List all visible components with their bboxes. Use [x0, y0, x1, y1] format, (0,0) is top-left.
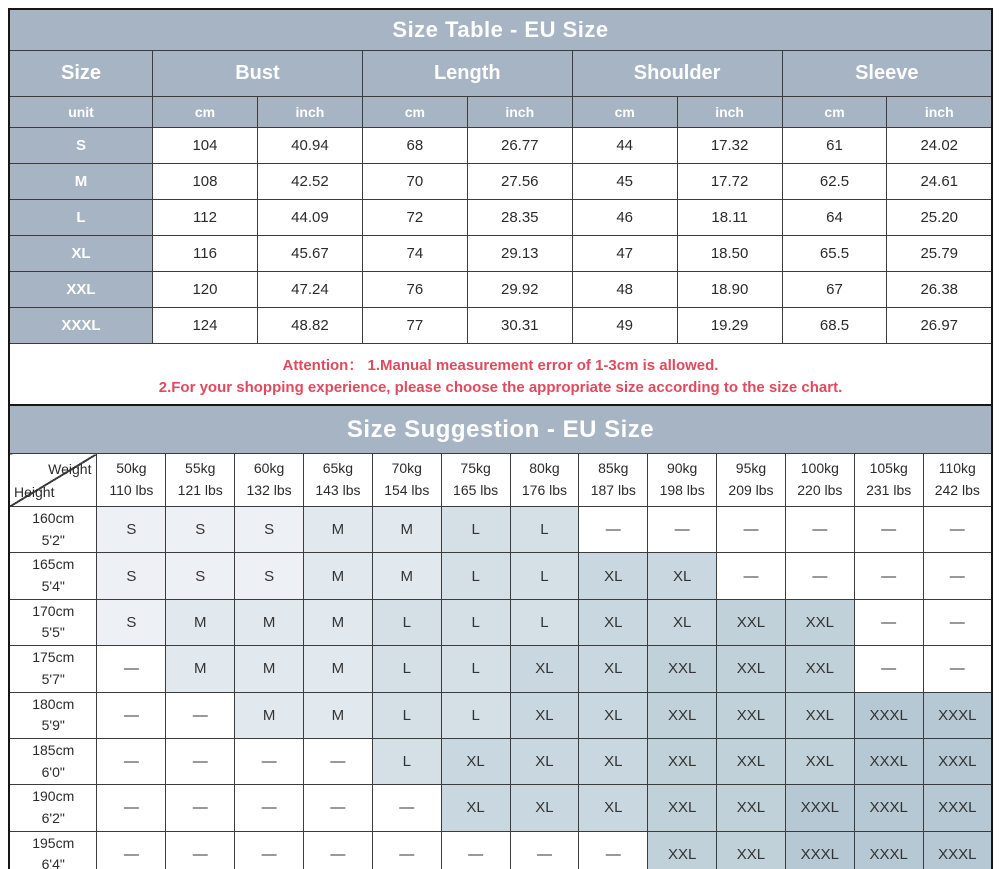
no-size-cell: —: [166, 831, 235, 869]
no-size-cell: —: [717, 553, 786, 599]
weight-lbs: 187 lbs: [590, 482, 636, 498]
size-suggestion-cell: M: [304, 692, 373, 738]
suggestion-row-160cm: [9, 507, 992, 553]
measurement-value: 42.52: [257, 164, 362, 200]
size-suggestion-cell: XL: [579, 599, 648, 645]
weight-column-header: [97, 454, 166, 507]
no-size-cell: —: [510, 831, 579, 869]
measurement-value: 74: [362, 236, 467, 272]
weight-column-header: [166, 454, 235, 507]
attention-line-2: 2.For your shopping experience, please choose the appropriate size according to the size chart.: [158, 379, 843, 396]
measurement-value: 72: [362, 200, 467, 236]
size-suggestion-cell: M: [235, 599, 304, 645]
measurement-value: 40.94: [257, 128, 362, 164]
size-suggestion-cell: XXL: [785, 599, 854, 645]
measurement-value: 28.35: [467, 200, 572, 236]
weight-height-corner: [9, 454, 97, 507]
size-table: [8, 8, 993, 412]
size-suggestion-cell: XXL: [717, 692, 786, 738]
size-suggestion-cell: L: [510, 507, 579, 553]
weight-column-header: [372, 454, 441, 507]
no-size-cell: —: [923, 553, 992, 599]
no-size-cell: —: [304, 785, 373, 831]
weight-lbs: 231 lbs: [866, 482, 912, 498]
measurement-value: 108: [153, 164, 258, 200]
size-suggestion-cell: M: [372, 507, 441, 553]
weight-column-header: [648, 454, 717, 507]
height-ft: 6'4": [41, 856, 65, 869]
measurement-value: 124: [153, 308, 258, 344]
size-suggestion-cell: S: [97, 553, 166, 599]
size-suggestion-cell: L: [441, 646, 510, 692]
measurement-value: 29.13: [467, 236, 572, 272]
weight-kg: 60kg: [253, 460, 285, 477]
weight-lbs: 154 lbs: [384, 482, 430, 498]
no-size-cell: —: [648, 507, 717, 553]
no-size-cell: —: [97, 646, 166, 692]
height-cm: 175cm: [32, 649, 75, 666]
suggestion-row-180cm: [9, 692, 992, 738]
no-size-cell: —: [854, 599, 923, 645]
size-suggestion-cell: XL: [441, 738, 510, 784]
measurement-value: 45.67: [257, 236, 362, 272]
column-header-length: Length: [362, 51, 572, 97]
size-suggestion-cell: S: [235, 553, 304, 599]
weight-kg: 55kg: [185, 460, 216, 477]
no-size-cell: —: [235, 831, 304, 869]
size-suggestion-cell: XL: [579, 738, 648, 784]
suggestion-row-195cm: [9, 831, 992, 869]
measurement-value: 44: [572, 128, 677, 164]
weight-lbs: 242 lbs: [934, 482, 980, 498]
unit-cm: cm: [782, 97, 887, 128]
size-suggestion-cell: XXXL: [923, 831, 992, 869]
no-size-cell: —: [854, 646, 923, 692]
size-suggestion-cell: XXXL: [854, 831, 923, 869]
unit-cm: cm: [572, 97, 677, 128]
size-suggestion-cell: XXL: [717, 831, 786, 869]
size-suggestion-cell: XXL: [648, 692, 717, 738]
measurement-value: 68: [362, 128, 467, 164]
size-suggestion-cell: S: [166, 507, 235, 553]
measurement-value: 25.79: [887, 236, 992, 272]
height-label: [9, 692, 97, 738]
attention-line-1: Attention： 1.Manual measurement error of 1-3cm is allowed.: [282, 356, 719, 374]
unit-inch: inch: [677, 97, 782, 128]
size-suggestion-cell: L: [510, 553, 579, 599]
measurement-value: 104: [153, 128, 258, 164]
size-suggestion-cell: L: [441, 553, 510, 599]
size-suggestion-cell: XXXL: [923, 738, 992, 784]
no-size-cell: —: [854, 507, 923, 553]
measurement-value: 30.31: [467, 308, 572, 344]
size-suggestion-cell: XXL: [717, 785, 786, 831]
height-cm: 170cm: [32, 602, 75, 619]
measurement-value: 65.5: [782, 236, 887, 272]
height-cm: 190cm: [32, 788, 75, 805]
weight-lbs: 143 lbs: [315, 482, 361, 498]
height-label: [9, 646, 97, 692]
size-suggestion-cell: L: [372, 646, 441, 692]
weight-column-header: [854, 454, 923, 507]
size-suggestion-cell: XL: [648, 599, 717, 645]
size-suggestion-cell: L: [510, 599, 579, 645]
size-suggestion-cell: XXL: [648, 738, 717, 784]
size-suggestion-cell: S: [97, 507, 166, 553]
size-suggestion-table: [8, 404, 993, 869]
height-label: [9, 738, 97, 784]
height-cm: 195cm: [32, 834, 75, 851]
size-suggestion-cell: XL: [579, 692, 648, 738]
size-suggestion-cell: XXL: [717, 738, 786, 784]
size-suggestion-cell: XXL: [785, 738, 854, 784]
measurement-value: 70: [362, 164, 467, 200]
size-label: L: [9, 200, 153, 236]
no-size-cell: —: [854, 553, 923, 599]
suggestion-row-190cm: [9, 785, 992, 831]
no-size-cell: —: [166, 785, 235, 831]
measurement-value: 17.72: [677, 164, 782, 200]
size-suggestion-cell: L: [372, 692, 441, 738]
no-size-cell: —: [717, 507, 786, 553]
measurement-value: 61: [782, 128, 887, 164]
no-size-cell: —: [923, 599, 992, 645]
attention-row: [9, 344, 992, 412]
suggestion-row-185cm: [9, 738, 992, 784]
no-size-cell: —: [235, 738, 304, 784]
size-suggestion-cell: S: [166, 553, 235, 599]
size-table-unit-row: [9, 97, 992, 128]
size-suggestion-cell: XL: [510, 692, 579, 738]
size-suggestion-cell: XXL: [717, 646, 786, 692]
weight-column-header: [579, 454, 648, 507]
no-size-cell: —: [304, 831, 373, 869]
size-suggestion-cell: XL: [579, 646, 648, 692]
column-header-sleeve: Sleeve: [782, 51, 992, 97]
size-suggestion-cell: M: [372, 553, 441, 599]
size-suggestion-cell: XL: [579, 785, 648, 831]
weight-kg: 105kg: [869, 460, 908, 477]
measurement-value: 49: [572, 308, 677, 344]
weight-column-header: [304, 454, 373, 507]
size-table-title: Size Table - EU Size: [9, 9, 992, 51]
size-suggestion-cell: L: [372, 738, 441, 784]
no-size-cell: —: [785, 507, 854, 553]
weight-column-header: [717, 454, 786, 507]
no-size-cell: —: [923, 507, 992, 553]
unit-cm: cm: [153, 97, 258, 128]
size-suggestion-cell: XXL: [717, 599, 786, 645]
size-suggestion-cell: XXXL: [785, 831, 854, 869]
height-label: [9, 831, 97, 869]
suggestion-row-170cm: [9, 599, 992, 645]
height-ft: 5'2": [41, 531, 65, 548]
corner-weight-label: Weight: [48, 461, 92, 477]
size-label: XL: [9, 236, 153, 272]
height-label: [9, 785, 97, 831]
height-label: [9, 507, 97, 553]
no-size-cell: —: [372, 785, 441, 831]
no-size-cell: —: [97, 738, 166, 784]
height-ft: 5'4": [41, 578, 65, 595]
height-ft: 6'2": [41, 809, 65, 826]
suggestion-title-row: [9, 405, 992, 454]
size-suggestion-cell: L: [441, 692, 510, 738]
suggestion-row-175cm: [9, 646, 992, 692]
size-suggestion-cell: M: [235, 646, 304, 692]
measurement-value: 47: [572, 236, 677, 272]
size-suggestion-cell: M: [304, 507, 373, 553]
measurement-value: 25.20: [887, 200, 992, 236]
measurement-value: 76: [362, 272, 467, 308]
no-size-cell: —: [304, 738, 373, 784]
size-suggestion-cell: M: [304, 646, 373, 692]
unit-inch: inch: [257, 97, 362, 128]
weight-column-header: [785, 454, 854, 507]
measurement-value: 18.11: [677, 200, 782, 236]
weight-column-header: [235, 454, 304, 507]
size-suggestion-cell: S: [235, 507, 304, 553]
no-size-cell: —: [579, 831, 648, 869]
size-suggestion-cell: XXL: [785, 646, 854, 692]
measurement-value: 47.24: [257, 272, 362, 308]
size-suggestion-cell: M: [166, 646, 235, 692]
measurement-value: 48.82: [257, 308, 362, 344]
size-suggestion-cell: XL: [648, 553, 717, 599]
measurement-value: 120: [153, 272, 258, 308]
weight-kg: 100kg: [800, 460, 839, 477]
height-ft: 5'9": [41, 717, 65, 734]
height-cm: 180cm: [32, 695, 75, 712]
height-ft: 5'5": [41, 624, 65, 641]
no-size-cell: —: [235, 785, 304, 831]
measurement-value: 27.56: [467, 164, 572, 200]
size-row-xxl: [9, 272, 992, 308]
unit-cm: cm: [362, 97, 467, 128]
weight-kg: 75kg: [460, 460, 491, 477]
weight-kg: 50kg: [116, 460, 147, 477]
no-size-cell: —: [372, 831, 441, 869]
weight-kg: 70kg: [391, 460, 422, 477]
measurement-value: 67: [782, 272, 887, 308]
no-size-cell: —: [97, 831, 166, 869]
measurement-value: 62.5: [782, 164, 887, 200]
size-suggestion-cell: XXL: [785, 692, 854, 738]
size-suggestion-cell: XXXL: [785, 785, 854, 831]
measurement-value: 64: [782, 200, 887, 236]
weight-kg: 85kg: [598, 460, 629, 477]
height-cm: 165cm: [32, 556, 75, 573]
attention-note: [9, 344, 992, 412]
measurement-value: 77: [362, 308, 467, 344]
size-suggestion-cell: XXL: [648, 785, 717, 831]
no-size-cell: —: [579, 507, 648, 553]
measurement-value: 44.09: [257, 200, 362, 236]
weight-column-header: [923, 454, 992, 507]
measurement-value: 24.61: [887, 164, 992, 200]
unit-header: unit: [9, 97, 153, 128]
height-cm: 160cm: [32, 510, 75, 526]
measurement-value: 18.90: [677, 272, 782, 308]
measurement-value: 26.77: [467, 128, 572, 164]
weight-kg: 110kg: [938, 460, 976, 477]
weight-lbs: 165 lbs: [453, 482, 499, 498]
no-size-cell: —: [166, 692, 235, 738]
weight-kg: 80kg: [529, 460, 560, 477]
size-suggestion-cell: XXXL: [923, 692, 992, 738]
measurement-value: 24.02: [887, 128, 992, 164]
size-suggestion-cell: XXXL: [854, 785, 923, 831]
no-size-cell: —: [441, 831, 510, 869]
measurement-value: 68.5: [782, 308, 887, 344]
no-size-cell: —: [785, 553, 854, 599]
suggestion-row-165cm: [9, 553, 992, 599]
weight-header-row: [9, 454, 992, 507]
size-suggestion-cell: XXL: [648, 646, 717, 692]
measurement-value: 116: [153, 236, 258, 272]
size-suggestion-cell: XXXL: [854, 738, 923, 784]
size-row-xl: [9, 236, 992, 272]
unit-inch: inch: [887, 97, 992, 128]
weight-kg: 90kg: [666, 460, 698, 477]
measurement-value: 26.38: [887, 272, 992, 308]
corner-height-label: Height: [14, 484, 55, 500]
size-suggestion-cell: XXL: [648, 831, 717, 869]
column-header-size: Size: [9, 51, 153, 97]
size-row-s: [9, 128, 992, 164]
size-label: XXL: [9, 272, 153, 308]
measurement-value: 17.32: [677, 128, 782, 164]
size-suggestion-cell: XL: [510, 738, 579, 784]
height-cm: 185cm: [32, 741, 75, 758]
measurement-value: 19.29: [677, 308, 782, 344]
size-suggestion-cell: L: [441, 507, 510, 553]
size-label: XXXL: [9, 308, 153, 344]
weight-lbs: 198 lbs: [659, 482, 705, 498]
no-size-cell: —: [166, 738, 235, 784]
no-size-cell: —: [97, 785, 166, 831]
measurement-value: 46: [572, 200, 677, 236]
measurement-value: 29.92: [467, 272, 572, 308]
size-suggestion-cell: XXXL: [854, 692, 923, 738]
measurement-value: 26.97: [887, 308, 992, 344]
height-ft: 5'7": [41, 670, 65, 687]
height-label: [9, 599, 97, 645]
column-header-shoulder: Shoulder: [572, 51, 782, 97]
measurement-value: 18.50: [677, 236, 782, 272]
weight-kg: 65kg: [322, 460, 354, 477]
weight-kg: 95kg: [735, 460, 767, 477]
size-label: M: [9, 164, 153, 200]
no-size-cell: —: [923, 646, 992, 692]
size-table-header-row: [9, 51, 992, 97]
size-suggestion-cell: XXXL: [923, 785, 992, 831]
column-header-bust: Bust: [153, 51, 363, 97]
weight-lbs: 220 lbs: [797, 482, 843, 498]
size-suggestion-cell: M: [166, 599, 235, 645]
size-row-m: [9, 164, 992, 200]
unit-inch: inch: [467, 97, 572, 128]
size-suggestion-cell: XL: [510, 646, 579, 692]
size-suggestion-cell: XL: [441, 785, 510, 831]
size-suggestion-cell: S: [97, 599, 166, 645]
size-row-l: [9, 200, 992, 236]
weight-column-header: [510, 454, 579, 507]
size-suggestion-cell: XL: [579, 553, 648, 599]
height-ft: 6'0": [41, 763, 65, 780]
height-label: [9, 553, 97, 599]
weight-lbs: 110 lbs: [109, 482, 154, 498]
weight-lbs: 121 lbs: [177, 482, 223, 498]
size-label: S: [9, 128, 153, 164]
size-suggestion-cell: L: [441, 599, 510, 645]
weight-column-header: [441, 454, 510, 507]
measurement-value: 45: [572, 164, 677, 200]
measurement-value: 112: [153, 200, 258, 236]
size-suggestion-cell: L: [372, 599, 441, 645]
measurement-value: 48: [572, 272, 677, 308]
no-size-cell: —: [97, 692, 166, 738]
weight-lbs: 209 lbs: [728, 482, 774, 498]
size-table-title-row: [9, 9, 992, 51]
weight-lbs: 176 lbs: [521, 482, 568, 498]
size-suggestion-cell: XL: [510, 785, 579, 831]
size-suggestion-cell: M: [304, 553, 373, 599]
suggestion-table-title: Size Suggestion - EU Size: [9, 405, 992, 454]
weight-lbs: 132 lbs: [246, 482, 292, 498]
size-suggestion-cell: M: [235, 692, 304, 738]
size-suggestion-cell: M: [304, 599, 373, 645]
size-row-xxxl: [9, 308, 992, 344]
